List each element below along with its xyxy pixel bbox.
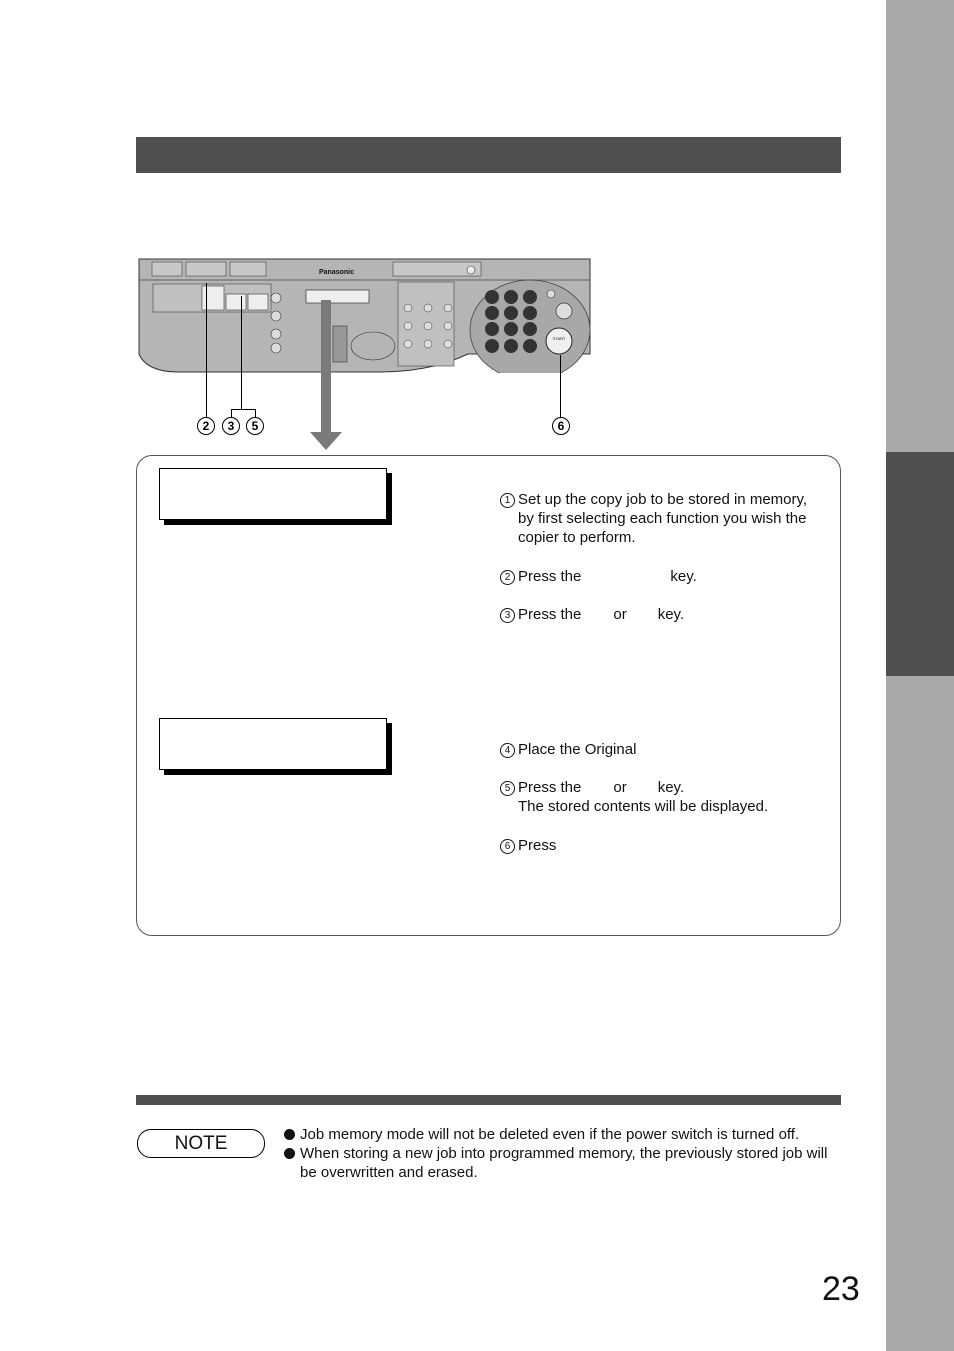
step-number: 3: [500, 608, 515, 623]
panel-lcd-display: [306, 290, 369, 303]
panel-brand-logo: Panasonic: [319, 269, 355, 276]
page-number: 23: [822, 1270, 860, 1308]
step-number: 2: [500, 570, 515, 585]
down-arrow-icon: [310, 432, 342, 450]
note-item: Job memory mode will not be deleted even if the power switch is turned off.: [284, 1125, 844, 1144]
leader-line-3-5: [241, 296, 242, 409]
bullet-icon: [284, 1129, 295, 1140]
section-title-bar: [136, 137, 841, 173]
section-divider: [136, 1095, 841, 1105]
note-list: [284, 1125, 844, 1182]
down-arrow-shaft: [321, 300, 331, 434]
step-1: 1 Set up the copy job to be stored in memory, by first selecting each function you wish the copier to perform.: [500, 490, 830, 547]
step-4: 4 Place the Original: [500, 740, 830, 759]
callout-3: 3: [222, 417, 240, 435]
callout-6: 6: [552, 417, 570, 435]
panel-start-label: START: [552, 336, 566, 341]
leader-bracket: [231, 409, 256, 410]
side-tab-active-section: [886, 452, 954, 676]
step-2: 2 Press the key.: [500, 567, 830, 586]
step-6: 6 Press: [500, 836, 830, 855]
step-number: 1: [500, 493, 515, 508]
note-badge: NOTE: [137, 1129, 265, 1158]
step-number: 4: [500, 743, 515, 758]
leader-line-6: [560, 355, 561, 417]
lcd-display-2: [159, 718, 387, 770]
note-item: When storing a new job into programmed memory, the previously stored job will be overwritten and erased.: [284, 1144, 844, 1182]
bullet-icon: [284, 1148, 295, 1159]
leader-line-2: [206, 283, 207, 417]
lcd-display-1: [159, 468, 387, 520]
step-number: 6: [500, 839, 515, 854]
step-5: 5 Press the or key. The stored contents will be displayed.: [500, 778, 830, 816]
step-3: 3 Press the or key.: [500, 605, 830, 624]
callout-5: 5: [246, 417, 264, 435]
callout-2: 2: [197, 417, 215, 435]
step-number: 5: [500, 781, 515, 796]
